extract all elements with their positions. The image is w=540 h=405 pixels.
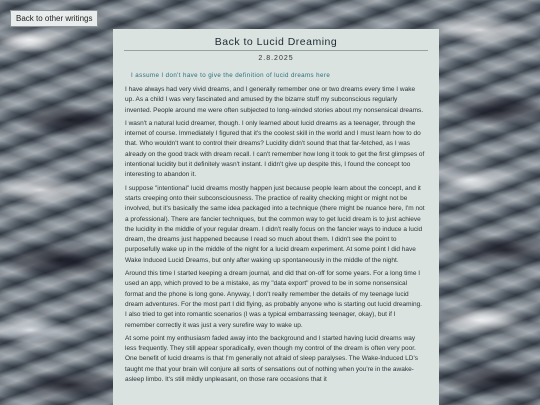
post-note: I assume I don't have to give the definition of lucid dreams here bbox=[131, 72, 331, 79]
page-title: Back to Lucid Dreaming bbox=[124, 36, 428, 51]
post-container bbox=[113, 29, 439, 405]
paragraph: Around this time I started keeping a dream journal, and did that on-off for some years. For a long time I used an app, which proved to be a mistake, as my "data export" proved to be in some nonsensical format and the phone is long gone. Anyway, I don't really remember the details of my teenage lucid dream adventures. For the most part I did flying, as probably anyone who is starting out lucid dreaming. I also tried to get into romantic scenarios (I was a typical embarrassing teenager, okay), but if I remember correctly it was just a very surefire way to wake up. bbox=[125, 270, 422, 329]
post-date: 2.8.2025 bbox=[258, 55, 294, 62]
paragraph: At some point my enthusiasm faded away into the background and I started having lucid dreams way less frequently. They still appear sporadically, even though my control of the dream is often very poor. One benefit of lucid dreams is that I'm generally not afraid of sleep paralyses. The Wake-Induced LD's taught me that your brain will conjure all sorts of sensations out of nothing when you're in the awake-asleep limbo. It's still mildly unpleasant, on those rare occasions that it bbox=[125, 334, 418, 384]
back-to-other-writings-button[interactable]: Back to other writings bbox=[10, 10, 98, 27]
post-body bbox=[125, 85, 425, 385]
paragraph: I have always had very vivid dreams, and I generally remember one or two dreams every time I wake up. As a child I was very fascinated and amused by the bizarre stuff my subconscious regularly invented. People around me were often subjected to long-winded stories about my nonsensical dreams. bbox=[125, 86, 424, 114]
paragraph: I suppose "intentional" lucid dreams mostly happen just because people learn about the concept, and it starts creeping onto their subconsciousness. The practice of reality checking might or might not be involved, but it's basically the same idea packaged into a technique (there might be nuance here, I'm not a professional). There are fancier techniques, but the common way to get lucid dream is to just achieve the lucidity in the middle of your regular dream. I didn't really focus on the fancier ways to induce a lucid dream, the dreams just happened because I read so much about them. I didn't see the point to purposefully wake up in the middle of the night for a lucid dream experiment. At some point I did have Wake Induced Lucid Dreams, but only after waking up spontaneously in the middle of the night. bbox=[125, 184, 425, 264]
paragraph: I wasn't a natural lucid dreamer, though. I only learned about lucid dreams as a teenager, through the internet of course. Immediately I figured that it's the coolest skill in the world and I must learn how to do that. Who wouldn't want to control their dreams? Lucidity didn't sound that that far-fetched, as I was already on the good track with dream recall. I can't remember how long it took to get the first glimpses of intentional lucidity but it definitely wasn't instant. I didn't give up despite this, I found the concept too interesting to abandon it. bbox=[125, 119, 425, 179]
